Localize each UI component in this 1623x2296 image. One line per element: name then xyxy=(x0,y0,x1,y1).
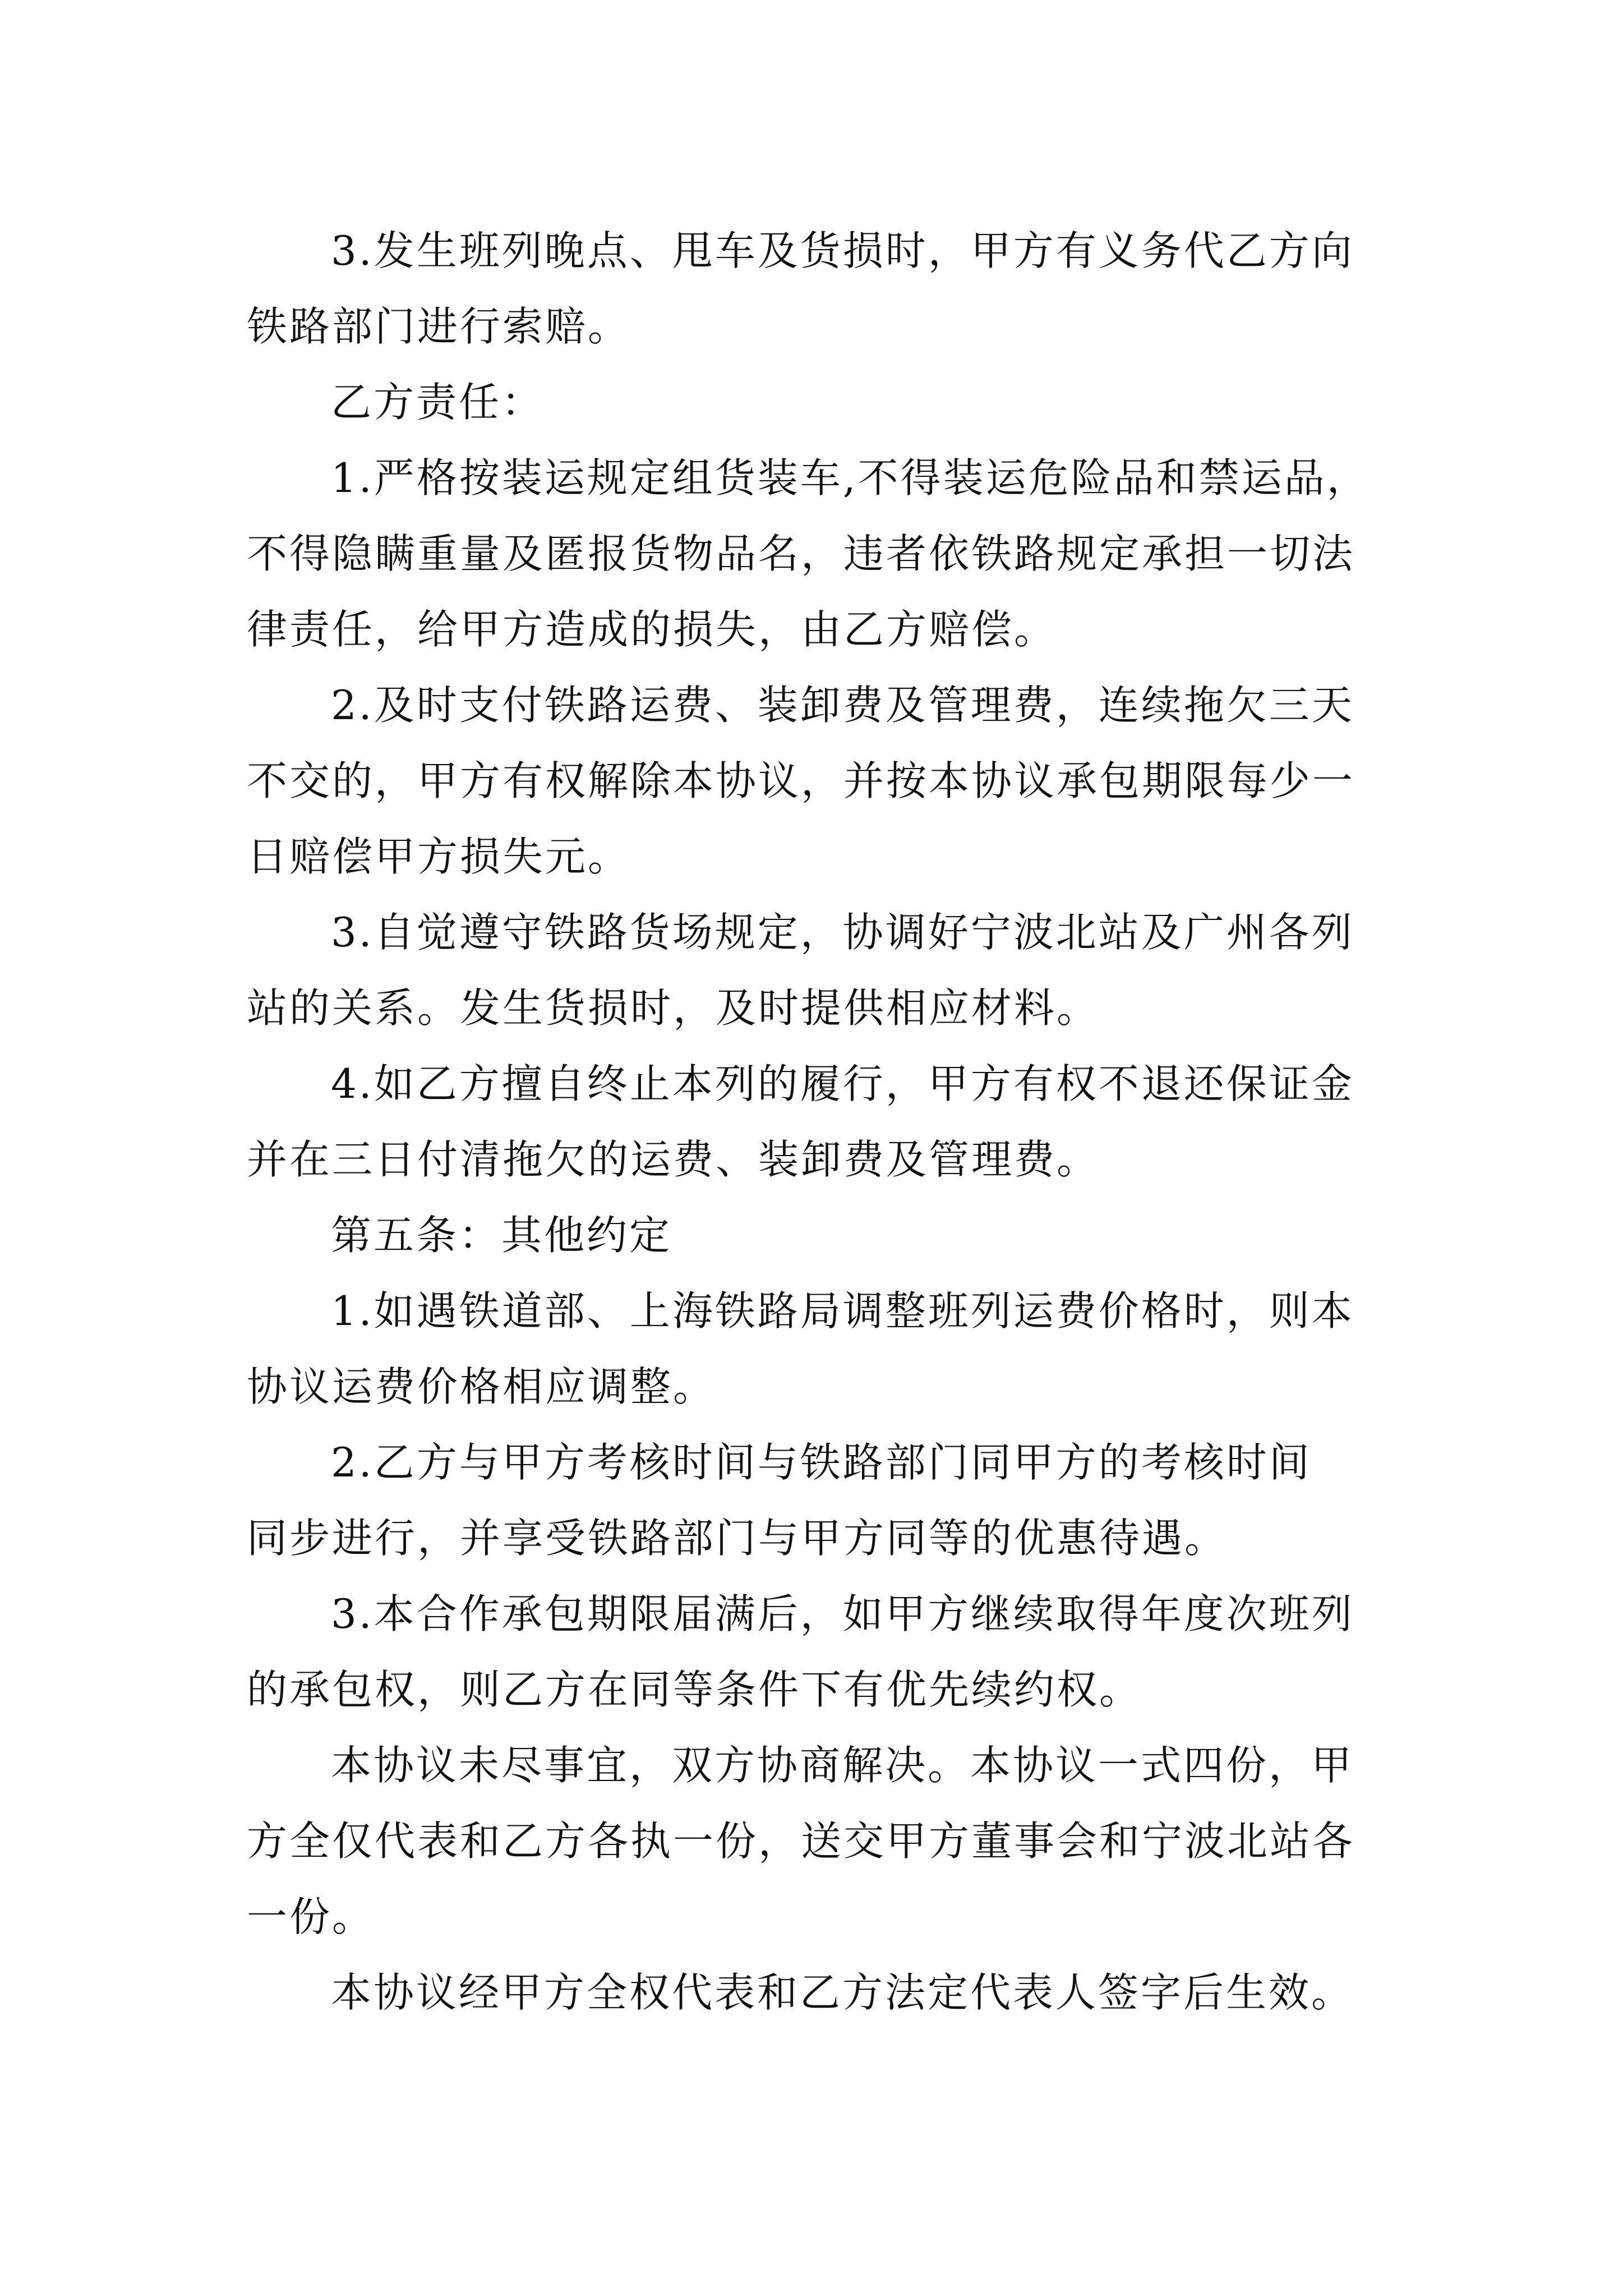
paragraph-price-adjustment xyxy=(247,1273,1424,1425)
text-line: 1.严格按装运规定组货装车,不得装运危险品和禁运品， xyxy=(331,454,1370,501)
paragraph-loading-rules xyxy=(247,440,1424,668)
paragraph-copies xyxy=(247,1728,1424,1955)
text-line: 2.及时支付铁路运费、装卸费及管理费，连续拖欠三天 xyxy=(331,682,1354,729)
text-line: 站的关系。发生货损时，及时提供相应材料。 xyxy=(247,984,1100,1032)
text-line: 2.乙方与甲方考核时间与铁路部门同甲方的考核时间 xyxy=(331,1439,1312,1486)
section-heading-party-b-duties xyxy=(247,365,1424,440)
paragraph-freight-yard-rules xyxy=(247,895,1424,1046)
text-line: 并在三日付清拖欠的运费、装卸费及管理费。 xyxy=(247,1136,1100,1183)
paragraph-effective xyxy=(247,1955,1424,2031)
section-heading-article-five xyxy=(247,1198,1424,1273)
text-line: 方全仅代表和乙方各执一份，送交甲方董事会和宁波北站各 xyxy=(247,1818,1355,1865)
text-line: 乙方责任： xyxy=(331,379,545,426)
text-line: 第五条：其他约定 xyxy=(331,1212,672,1259)
text-line: 本协议经甲方全权代表和乙方法定代表人签字后生效。 xyxy=(331,1969,1354,2016)
text-line: 3.本合作承包期限届满后，如甲方继续取得年度次班列 xyxy=(331,1590,1354,1637)
paragraph-fee-payment xyxy=(247,668,1424,895)
text-line: 同步进行，并享受铁路部门与甲方同等的优惠待遇。 xyxy=(247,1515,1228,1562)
paragraph-delay-compensation xyxy=(247,213,1424,365)
text-line: 一份。 xyxy=(247,1893,375,1940)
text-line: 3.发生班列晚点、甩车及货损时，甲方有义务代乙方向 xyxy=(331,227,1354,274)
text-line: 铁路部门进行索赔。 xyxy=(247,303,631,350)
paragraph-assessment-sync xyxy=(247,1425,1424,1576)
document-body xyxy=(247,213,1424,2031)
text-line: 1.如遇铁道部、上海铁路局调整班列运费价格时，则本 xyxy=(331,1287,1354,1335)
text-line: 不得隐瞒重量及匿报货物品名，违者依铁路规定承担一切法 xyxy=(247,530,1355,577)
text-line: 的承包权，则乙方在同等条件下有优先续约权。 xyxy=(247,1666,1142,1713)
text-line: 日赔偿甲方损失元。 xyxy=(247,833,631,880)
text-line: 不交的，甲方有权解除本协议，并按本协议承包期限每少一 xyxy=(247,757,1355,804)
paragraph-renewal-priority xyxy=(247,1576,1424,1728)
text-line: 4.如乙方擅自终止本列的履行，甲方有权不退还保证金 xyxy=(331,1060,1354,1107)
text-line: 协议运费价格相应调整。 xyxy=(247,1363,716,1410)
text-line: 3.自觉遵守铁路货场规定，协调好宁波北站及广州各列 xyxy=(331,909,1354,956)
text-line: 律责任，给甲方造成的损失，由乙方赔偿。 xyxy=(247,606,1057,653)
text-line: 本协议未尽事宜，双方协商解决。本协议一式四份，甲 xyxy=(331,1742,1354,1789)
paragraph-termination xyxy=(247,1046,1424,1198)
